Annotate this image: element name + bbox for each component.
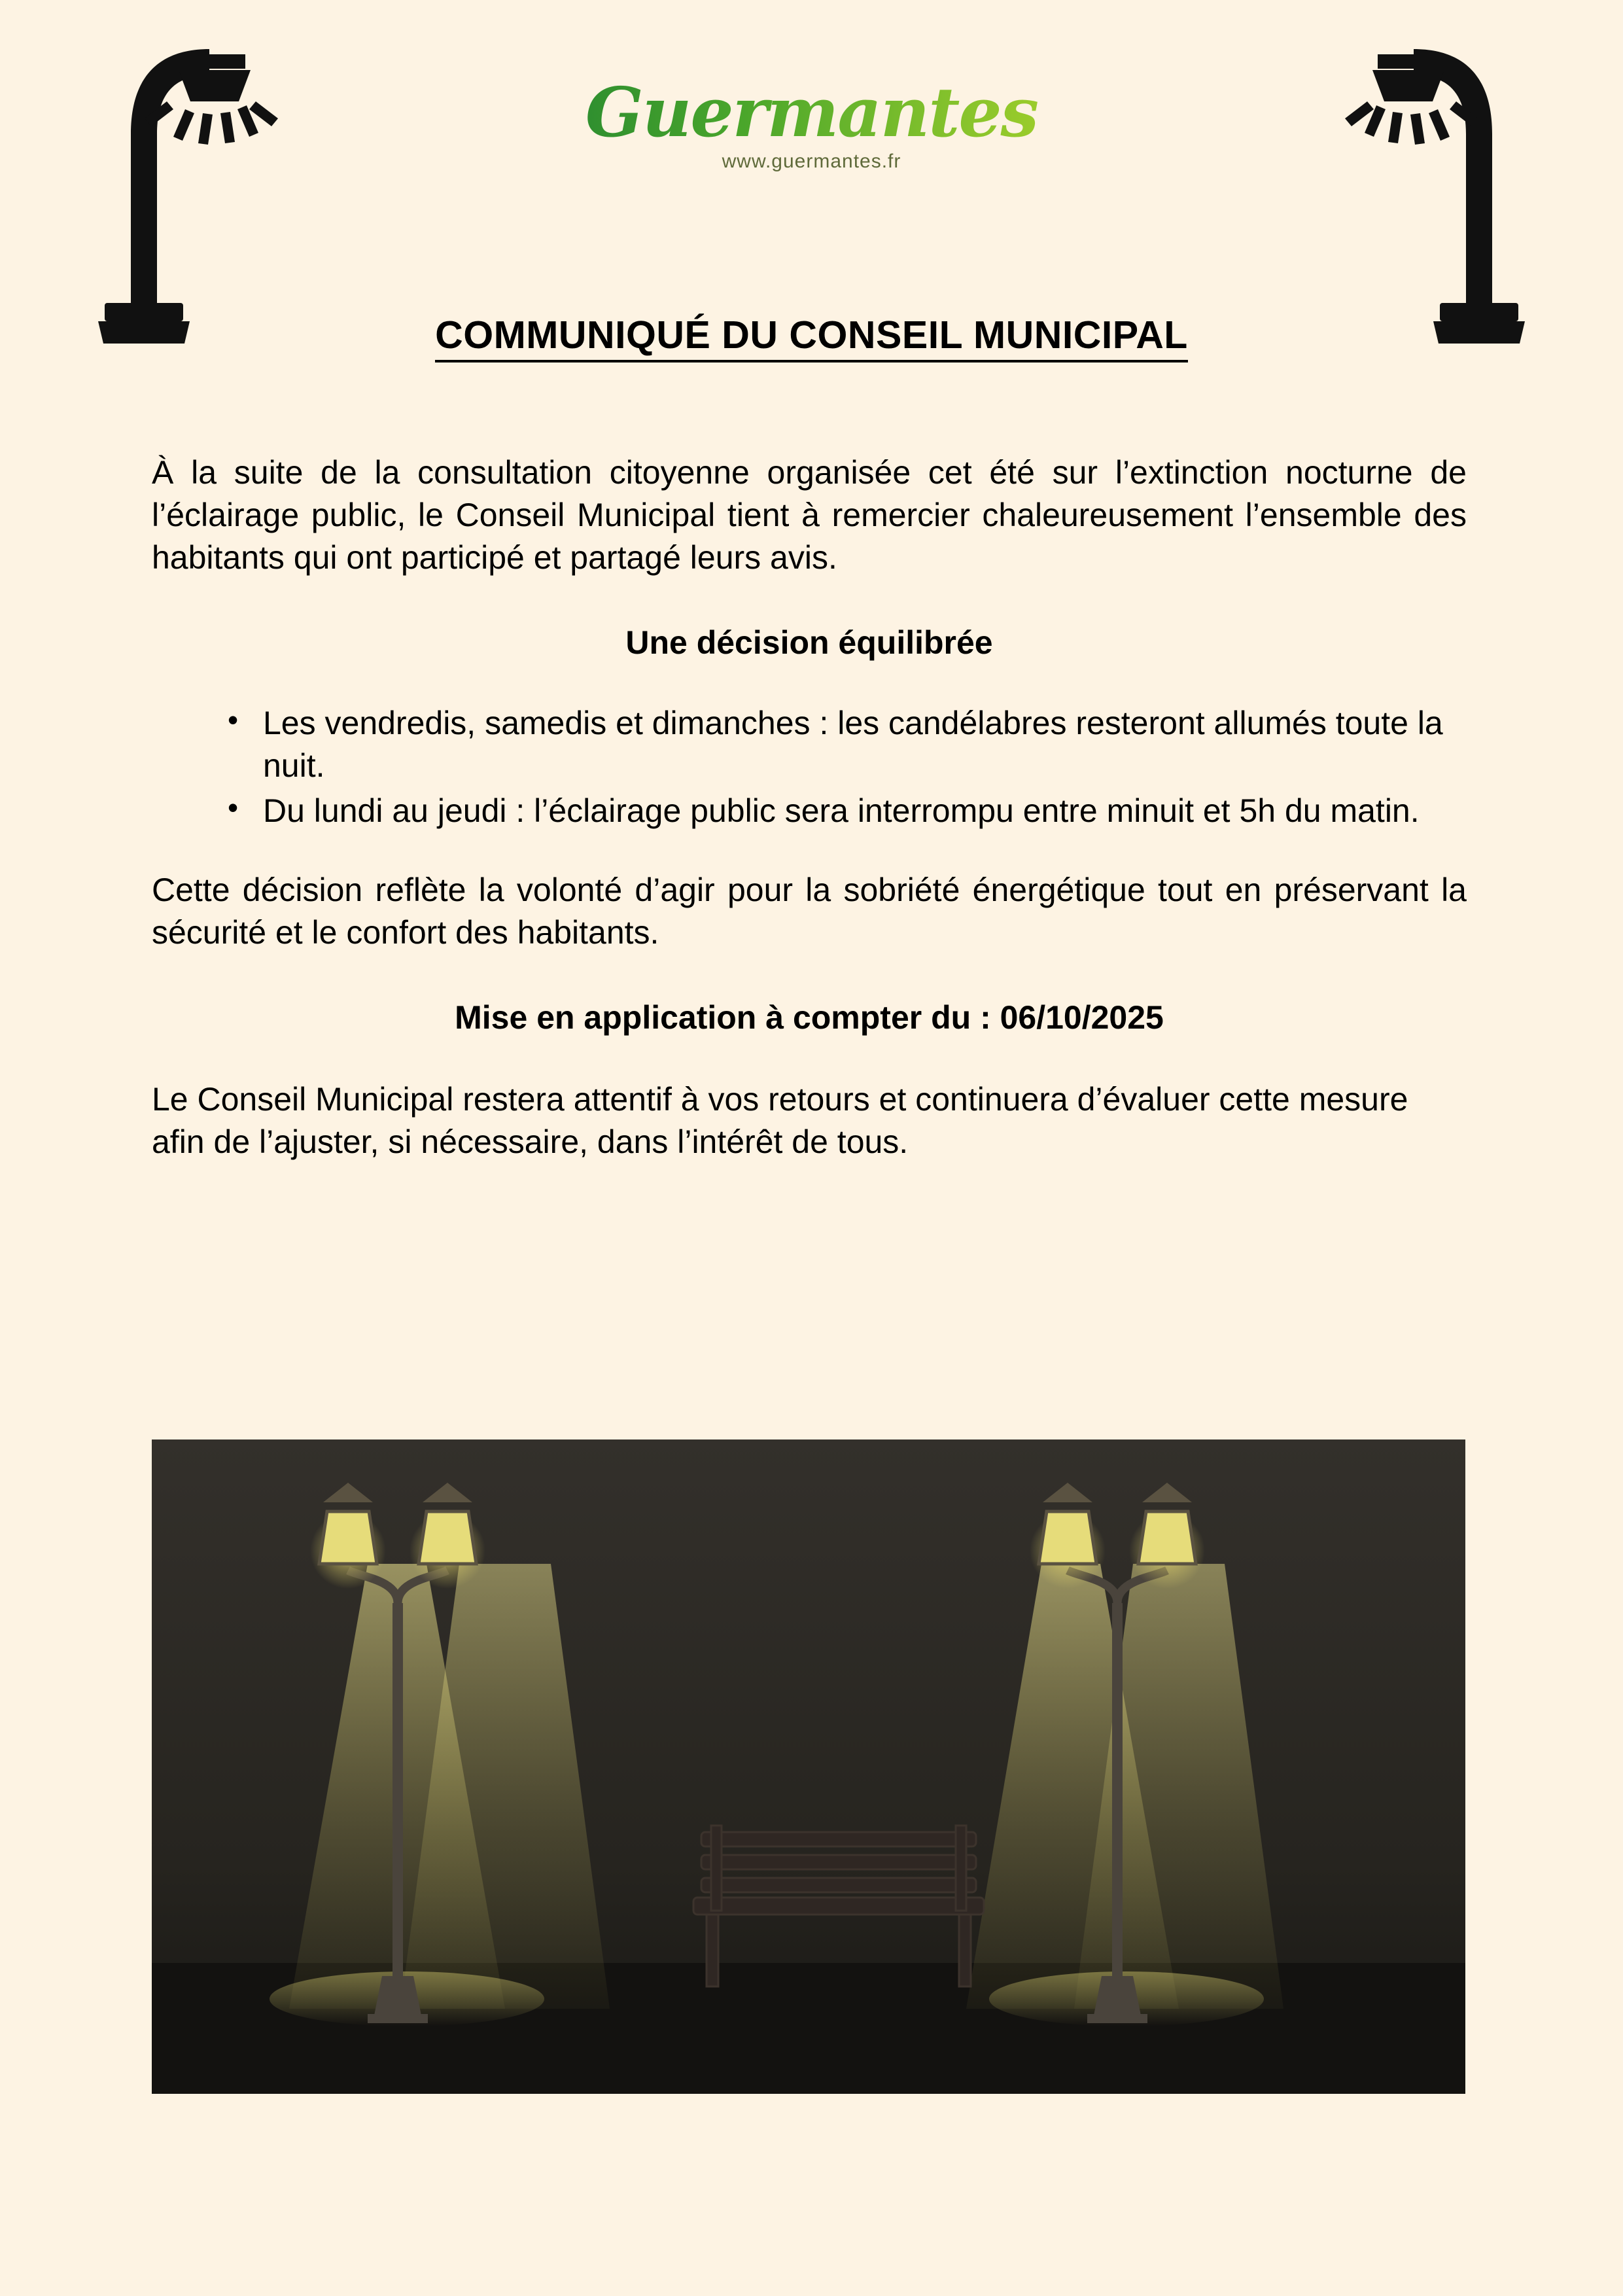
list-item: • Les vendredis, samedis et dimanches : les candélabres resteront allumés toute la nuit. xyxy=(222,702,1467,787)
page-title xyxy=(0,313,1623,357)
section-subheading: Une décision équilibrée xyxy=(625,624,993,661)
decision-bullet-list xyxy=(152,702,1467,832)
guermantes-logo xyxy=(583,72,1041,173)
poster-body xyxy=(152,451,1467,1163)
logo-wordmark: Guermantes xyxy=(583,79,1041,147)
poster-header xyxy=(0,0,1623,357)
page-title-text: COMMUNIQUÉ DU CONSEIL MUNICIPAL xyxy=(435,313,1188,362)
streetlamp-right-icon xyxy=(1338,36,1554,344)
paragraph-followup: Le Conseil Municipal restera attentif à vos retours et continuera d’évaluer cette mesure afin de l’ajuster, si nécessaire, dans l’intérêt de tous. xyxy=(152,1081,1408,1160)
logo-website-url: www.guermantes.fr xyxy=(722,150,901,172)
list-item: • Du lundi au jeudi : l’éclairage public sera interrompu entre minuit et 5h du matin. xyxy=(222,790,1467,832)
intro-paragraph: À la suite de la consultation citoyenne organisée cet été sur l’extinction nocturne de l’éclairage public, le Conseil Municipal tient à remercier chaleureusement l’ensemble des habitants qui ont participé et partagé leurs avis. xyxy=(152,454,1467,576)
paragraph-rationale: Cette décision reflète la volonté d’agir pour la sobriété énergétique tout en préservant la sécurité et le confort des habitants. xyxy=(152,872,1467,951)
application-date: Mise en application à compter du : 06/10/2025 xyxy=(455,999,1164,1036)
night-street-photo xyxy=(152,1439,1465,2094)
streetlamp-left-icon xyxy=(69,36,285,344)
